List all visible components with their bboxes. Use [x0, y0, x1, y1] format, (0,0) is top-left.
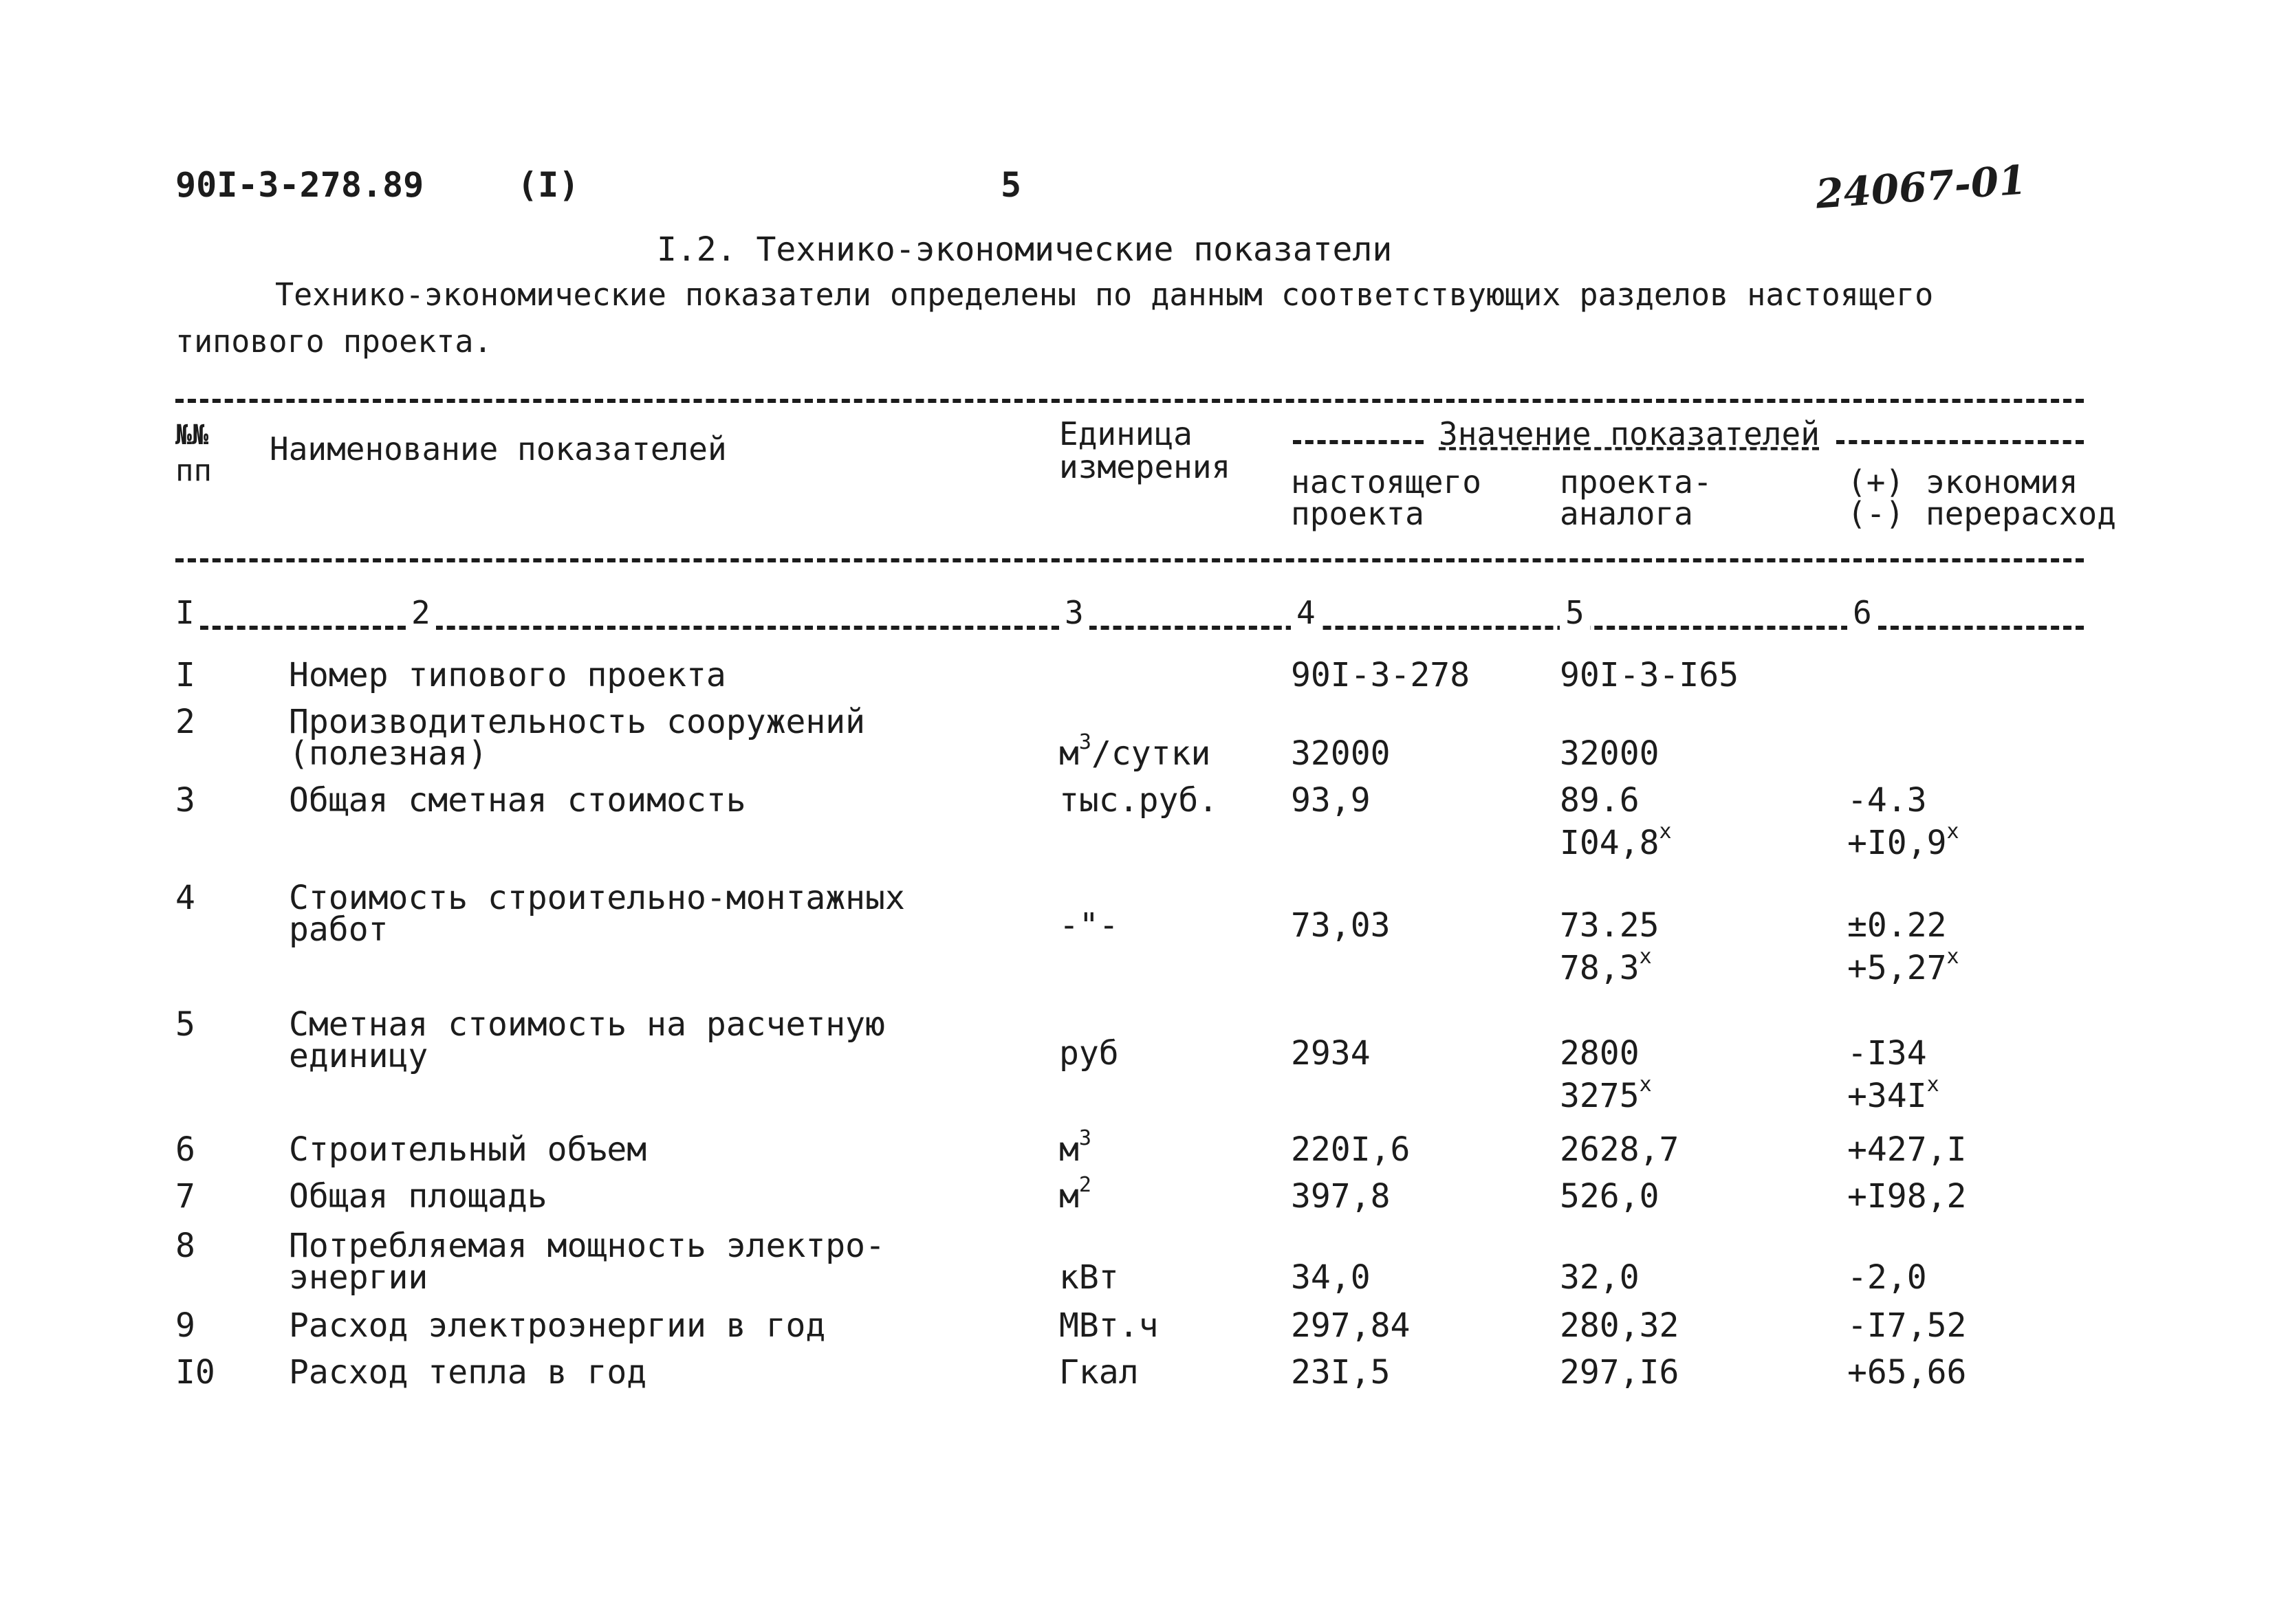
- row-current: 32000: [1291, 734, 1391, 773]
- analog-value: 73.25: [1560, 906, 1659, 945]
- header-bottom-rule: [175, 558, 2084, 562]
- header-name: Наименование показателей: [270, 430, 727, 468]
- analog-value: 2800: [1560, 1034, 1640, 1073]
- footnote-mark: х: [1946, 945, 1959, 969]
- colnum-2: 2: [406, 595, 436, 630]
- row-analog: 90I-3-I65: [1560, 656, 1739, 694]
- row-name: Номер типового проекта: [289, 656, 726, 694]
- row-unit: МВт.ч: [1059, 1306, 1159, 1345]
- econ-alt-value: +34I: [1847, 1077, 1927, 1115]
- header-current-line2: проекта: [1291, 495, 1424, 532]
- row-econ: [1847, 906, 1947, 945]
- header-econ-line1: экономия: [1926, 463, 2078, 501]
- row-current: 34,0: [1291, 1258, 1371, 1297]
- handwritten-stamp: 24067-01: [1814, 156, 2028, 218]
- header-analog-line1: проекта-: [1560, 463, 1712, 501]
- econ-alt-value: +5,27: [1847, 949, 1947, 987]
- row-current: 220I,6: [1291, 1130, 1411, 1169]
- analog-value: 89.6: [1560, 781, 1640, 820]
- colnum-3: 3: [1059, 595, 1089, 630]
- row-analog: [1560, 781, 1640, 820]
- analog-alt-value: 78,3: [1560, 949, 1640, 987]
- row-analog: 32,0: [1560, 1258, 1640, 1297]
- row-current: 90I-3-278: [1291, 656, 1470, 694]
- row-name: Расход электроэнергии в год: [289, 1306, 826, 1345]
- row-unit: [1059, 1126, 1091, 1169]
- row-unit: Гкал: [1059, 1353, 1139, 1392]
- colnum-rule: [175, 626, 2084, 630]
- row-analog: [1560, 1034, 1640, 1073]
- page-number: 5: [1001, 165, 1022, 205]
- row-unit: [1059, 730, 1211, 773]
- row-name: Производительность сооружений: [289, 703, 866, 741]
- header-values-group: Значение показателей: [1439, 415, 1820, 452]
- row-current: 2934: [1291, 1034, 1371, 1073]
- row-num: 4: [175, 879, 195, 917]
- row-analog-alt: [1560, 1073, 1652, 1115]
- row-econ: [1847, 781, 1927, 820]
- row-analog: 2628,7: [1560, 1130, 1679, 1169]
- intro-text-line2: типового проекта.: [175, 323, 492, 360]
- footnote-mark: х: [1926, 1073, 1939, 1097]
- row-num: 5: [175, 1005, 195, 1044]
- econ-value: -4.3: [1847, 781, 1927, 820]
- unit-sup: 2: [1078, 1173, 1091, 1197]
- footnote-mark: х: [1639, 945, 1652, 969]
- row-current: 73,03: [1291, 906, 1391, 945]
- header-econ-minus: (-): [1847, 495, 1905, 532]
- row-name: Строительный объем: [289, 1130, 647, 1169]
- row-analog: 32000: [1560, 734, 1659, 773]
- row-econ: +65,66: [1847, 1353, 1967, 1392]
- row-econ: -2,0: [1847, 1258, 1927, 1297]
- row-name: Сметная стоимость на расчетную: [289, 1005, 885, 1044]
- row-name-cont: энергии: [289, 1258, 428, 1297]
- row-num: 3: [175, 781, 195, 820]
- table-top-rule: [175, 399, 2084, 403]
- econ-alt-value: +I0,9: [1847, 824, 1947, 862]
- unit-sup: 3: [1078, 730, 1091, 754]
- row-num: I: [175, 656, 195, 694]
- econ-value: ±0.22: [1847, 906, 1947, 945]
- row-analog-alt: [1560, 820, 1672, 862]
- header-current-line1: настоящего: [1291, 463, 1481, 501]
- colnum-4: 4: [1291, 595, 1321, 630]
- footnote-mark: х: [1946, 820, 1959, 844]
- row-name: Общая площадь: [289, 1177, 547, 1216]
- row-econ: +427,I: [1847, 1130, 1967, 1169]
- row-current: 397,8: [1291, 1177, 1391, 1216]
- row-current: 297,84: [1291, 1306, 1411, 1345]
- unit-base: м: [1059, 734, 1079, 773]
- row-num: 8: [175, 1227, 195, 1265]
- row-analog: [1560, 906, 1659, 945]
- doc-part: (I): [517, 165, 580, 205]
- row-name-cont: (полезная): [289, 734, 488, 773]
- row-num: 2: [175, 703, 195, 741]
- footnote-mark: х: [1639, 1073, 1652, 1097]
- row-num: 7: [175, 1177, 195, 1216]
- row-unit: -"-: [1059, 906, 1119, 945]
- row-current: 93,9: [1291, 781, 1371, 820]
- row-analog: 280,32: [1560, 1306, 1679, 1345]
- row-name: Стоимость строительно-монтажных: [289, 879, 905, 917]
- colnum-1: I: [175, 595, 200, 630]
- row-name: Общая сметная стоимость: [289, 781, 746, 820]
- header-analog-line2: аналога: [1560, 495, 1693, 532]
- row-unit: тыс.руб.: [1059, 781, 1219, 820]
- header-econ-line2: перерасход: [1926, 495, 2116, 532]
- row-current: 23I,5: [1291, 1353, 1391, 1392]
- header-unit-line1: Единица: [1059, 415, 1193, 452]
- row-num: I0: [175, 1353, 215, 1392]
- header-econ-plus: (+): [1847, 463, 1905, 501]
- colnum-5: 5: [1560, 595, 1590, 630]
- row-num: 6: [175, 1130, 195, 1169]
- row-name-cont: единицу: [289, 1037, 428, 1075]
- row-econ: -I7,52: [1847, 1306, 1967, 1345]
- row-econ: [1847, 1034, 1927, 1073]
- row-num: 9: [175, 1306, 195, 1345]
- row-name: Потребляемая мощность электро-: [289, 1227, 885, 1265]
- econ-value: -I34: [1847, 1034, 1927, 1073]
- colnum-6: 6: [1847, 595, 1877, 630]
- analog-alt-value: I04,8: [1560, 824, 1659, 862]
- section-title: I.2. Технико-экономические показатели: [657, 230, 1393, 269]
- row-unit: кВт: [1059, 1258, 1119, 1297]
- header-num-line1: №№: [175, 419, 209, 451]
- row-name: Расход тепла в год: [289, 1353, 647, 1392]
- row-analog: 297,I6: [1560, 1353, 1679, 1392]
- row-econ: +I98,2: [1847, 1177, 1967, 1216]
- group-rule-left: [1293, 440, 1424, 444]
- unit-base: м: [1059, 1177, 1079, 1216]
- row-unit: руб: [1059, 1034, 1119, 1073]
- row-analog: 526,0: [1560, 1177, 1659, 1216]
- row-analog-alt: [1560, 945, 1652, 987]
- row-econ-alt: [1847, 945, 1959, 987]
- row-unit: [1059, 1173, 1091, 1216]
- row-econ-alt: [1847, 820, 1959, 862]
- analog-alt-value: 3275: [1560, 1077, 1640, 1115]
- header-unit-line2: измерения: [1059, 448, 1231, 485]
- doc-code: 90I-3-278.89: [175, 165, 424, 205]
- row-name-cont: работ: [289, 910, 389, 949]
- unit-base: м: [1059, 1130, 1079, 1169]
- header-num-line2: пп: [175, 453, 212, 488]
- footnote-mark: х: [1659, 820, 1672, 844]
- unit-sup: 3: [1078, 1126, 1091, 1150]
- intro-text-line1: Технико-экономические показатели определены по данным соответствующих разделов настоящего: [275, 276, 1934, 313]
- unit-tail: /сутки: [1091, 734, 1211, 773]
- row-econ-alt: [1847, 1073, 1939, 1115]
- group-rule-right: [1836, 440, 2084, 444]
